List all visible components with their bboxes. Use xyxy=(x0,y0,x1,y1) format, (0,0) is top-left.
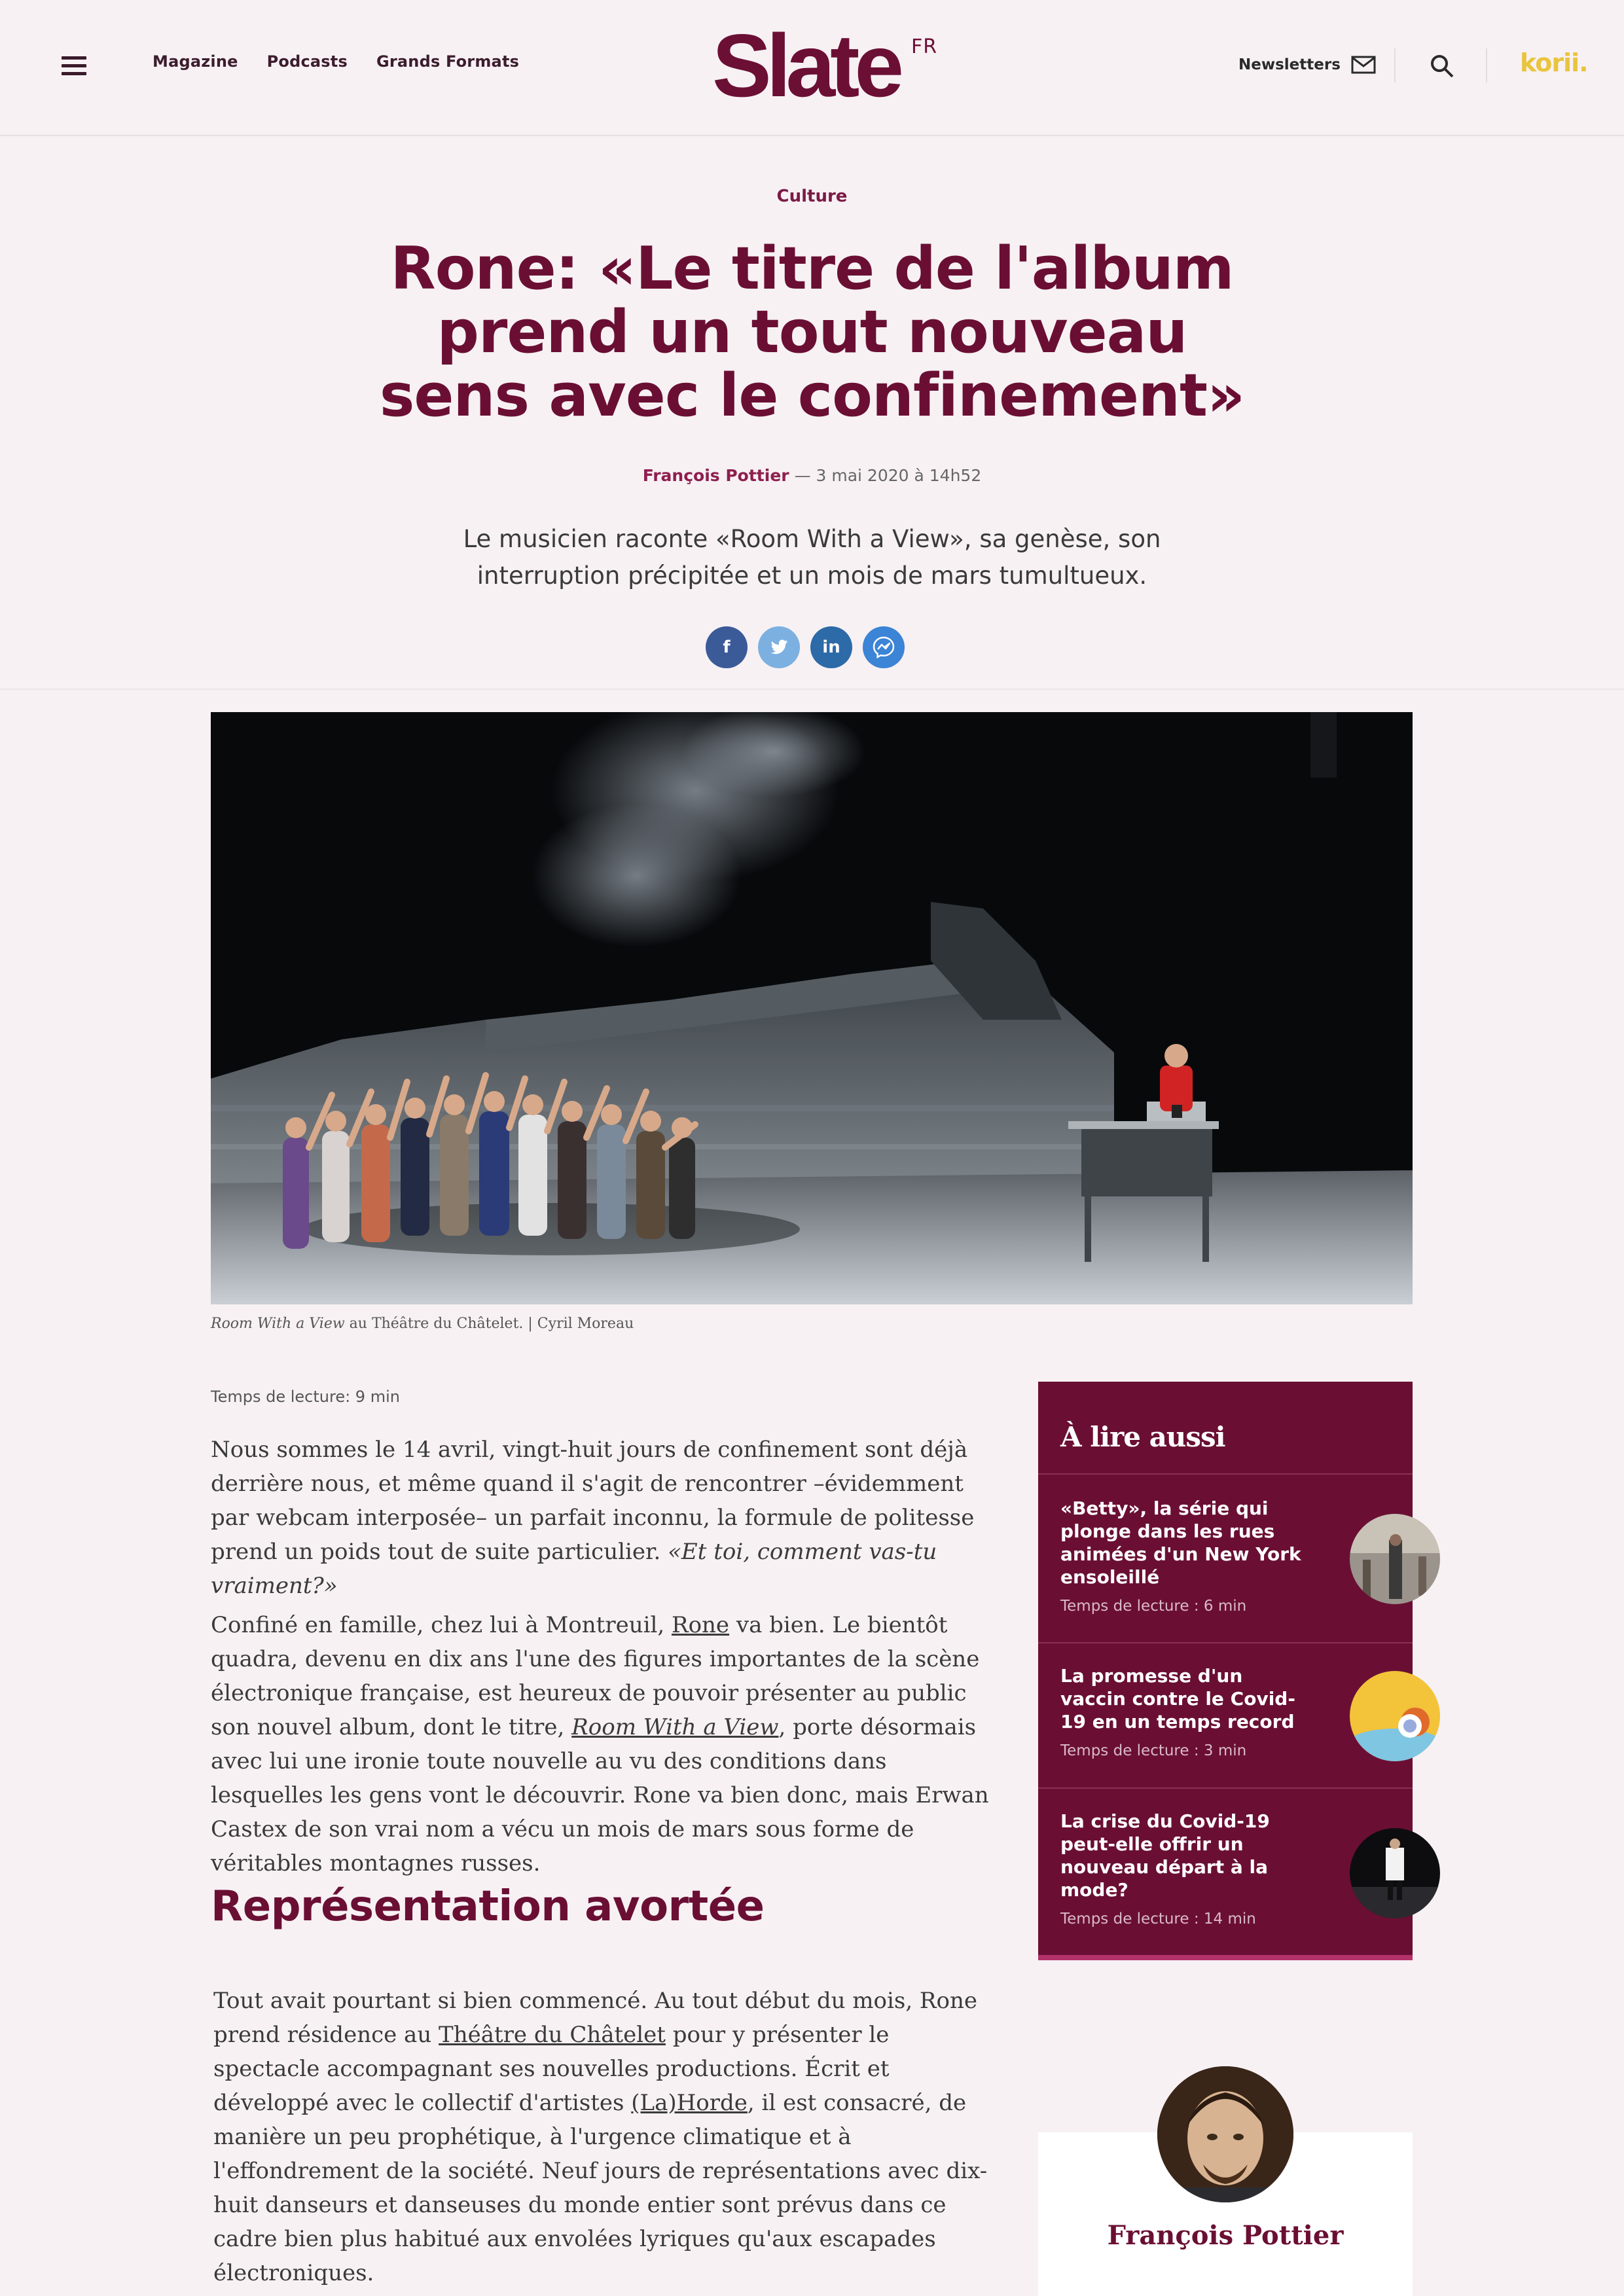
hero-image xyxy=(211,712,1413,1304)
korii-link[interactable]: korii. xyxy=(1520,48,1588,77)
header-divider xyxy=(1394,48,1396,82)
messenger-icon[interactable] xyxy=(863,626,905,668)
related-item[interactable] xyxy=(1060,1664,1309,1759)
paragraph-2-text: va bien. Le bientôt quadra, devenu en dix ans l'une des figures importantes de la scène électronique française, est heureux de pouvoir présenter au public son nouvel album, dont le titre, xyxy=(211,1612,980,1740)
related-thumbnail[interactable] xyxy=(1350,1671,1440,1761)
paragraph-2 xyxy=(211,1608,996,1880)
related-item[interactable] xyxy=(1060,1810,1309,1928)
paragraph-3-text: pour y présenter le spectacle accompagnant ses nouvelles productions. Écrit et développé avec le collectif d'artistes xyxy=(213,2022,890,2116)
author-card-name[interactable]: François Pottier xyxy=(1107,2220,1344,2251)
share-buttons xyxy=(706,626,905,668)
related-title: À lire aussi xyxy=(1060,1421,1225,1453)
paragraph-2-text: Confiné en famille, chez lui à Montreuil, xyxy=(211,1612,672,1638)
paragraph-3-text: , il est consacré, de manière un peu prophétique, à l'urgence climatique et à l'effondrement de la société. Neuf jours de représentations avec dix-huit danseurs et danseuses du monde entier sont prévus dans ce cadre bien plus habitué aux envolées lyriques qu'aux escapades électroniques. xyxy=(213,2090,988,2286)
link-la-horde[interactable]: (La)Horde xyxy=(631,2090,748,2116)
paragraph-1 xyxy=(211,1433,996,1603)
divider xyxy=(1038,1787,1413,1789)
site-header xyxy=(0,0,1624,136)
reading-time: Temps de lecture: 9 min xyxy=(211,1388,400,1406)
caption-title: Room With a View xyxy=(211,1316,345,1332)
mail-icon xyxy=(1351,55,1376,75)
category-label[interactable]: Culture xyxy=(776,187,848,206)
facebook-icon[interactable]: f xyxy=(706,626,748,668)
paragraph-1-text: Nous sommes le 14 avril, vingt-huit jours de confinement sont déjà derrière nous, et même quand il s'agit de rencontrer –évidemment par webcam interposée– un parfait inconnu, la formule de politesse prend un poids tout de suite particulier. xyxy=(211,1437,975,1565)
related-item-title[interactable]: La crise du Covid-19 peut-elle offrir un nouveau départ à la mode? xyxy=(1060,1810,1270,1901)
article-lead: Le musicien raconte «Room With a View», sa genèse, son interruption précipitée et un mois de mars tumultueux. xyxy=(463,525,1161,590)
slate-logo[interactable]: Slate xyxy=(712,16,899,115)
related-thumbnail[interactable] xyxy=(1350,1828,1440,1918)
related-item-title[interactable]: «Betty», la série qui plonge dans les rues animées d'un New York ensoleillé xyxy=(1060,1498,1301,1588)
paragraph-1-quote: «Et toi, comment vas-tu vraiment?» xyxy=(211,1539,937,1599)
related-item[interactable] xyxy=(1060,1497,1309,1615)
publish-date: — 3 mai 2020 à 14h52 xyxy=(789,466,982,485)
newsletters-label: Newsletters xyxy=(1238,56,1341,73)
related-thumbnail[interactable] xyxy=(1350,1514,1440,1604)
newsletters-link[interactable] xyxy=(1238,55,1376,75)
paragraph-2-text: , porte désormais avec lui une ironie toute nouvelle au vu des conditions dans lesquelles les gens vont le découvrir. Rone va bien donc, mais Erwan Castex de son vrai nom a vécu un mois de mars sous forme de véritables montagnes russes. xyxy=(211,1714,989,1876)
paragraph-3-text: Tout avait pourtant si bien commencé. Au tout début du mois, Rone prend résidence au xyxy=(213,1988,978,2048)
nav-podcasts[interactable]: Podcasts xyxy=(266,52,348,71)
twitter-icon[interactable] xyxy=(758,626,800,668)
header-separator xyxy=(0,689,1624,690)
divider xyxy=(1038,1473,1413,1475)
image-caption xyxy=(211,1316,634,1332)
nav-grands-formats[interactable]: Grands Formats xyxy=(376,52,520,71)
related-bottom-bar xyxy=(1038,1955,1413,1960)
nav-magazine[interactable]: Magazine xyxy=(153,52,238,71)
article-title: Rone: «Le titre de l'album prend un tout nouveau sens avec le confinement» xyxy=(379,234,1245,430)
linkedin-icon[interactable]: in xyxy=(810,626,852,668)
related-item-meta: Temps de lecture : 3 min xyxy=(1060,1742,1247,1759)
caption-credit: au Théâtre du Châtelet. | Cyril Moreau xyxy=(344,1316,634,1332)
menu-icon[interactable] xyxy=(62,56,86,76)
author-avatar[interactable] xyxy=(1157,2066,1293,2202)
related-item-meta: Temps de lecture : 6 min xyxy=(1060,1598,1247,1615)
related-item-meta: Temps de lecture : 14 min xyxy=(1060,1910,1256,1928)
main-nav xyxy=(153,52,519,71)
logo-edition: FR xyxy=(911,35,938,58)
related-item-title[interactable]: La promesse d'un vaccin contre le Covid-19 en un temps record xyxy=(1060,1665,1295,1732)
link-theatre-du-chatelet[interactable]: Théâtre du Châtelet xyxy=(439,2022,666,2048)
byline xyxy=(0,466,1624,485)
link-room-with-a-view[interactable]: Room With a View xyxy=(571,1714,779,1740)
section-heading: Représentation avortée xyxy=(211,1882,765,1931)
link-rone[interactable]: Rone xyxy=(671,1612,730,1638)
search-icon[interactable] xyxy=(1430,54,1454,79)
author-link[interactable]: François Pottier xyxy=(642,466,789,485)
divider xyxy=(1038,1642,1413,1643)
paragraph-3 xyxy=(213,1984,999,2290)
header-divider xyxy=(1486,48,1487,82)
